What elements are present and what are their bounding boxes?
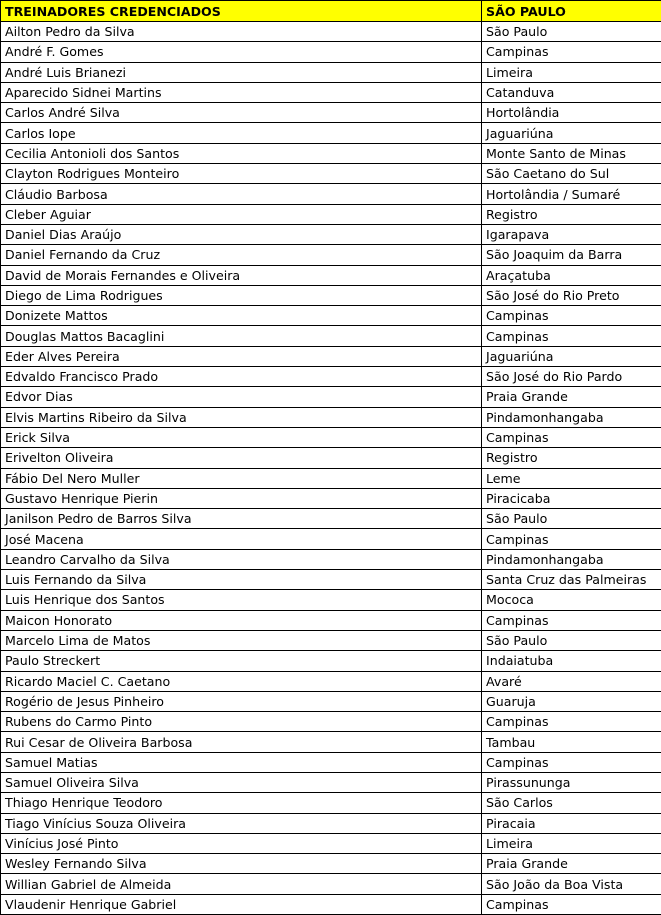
- city-cell: Piracaia: [482, 813, 661, 833]
- table-row: [1, 143, 661, 163]
- city-cell: Jaguariúna: [482, 123, 661, 143]
- city-cell: Piracicaba: [482, 488, 661, 508]
- trainer-name-cell: Willian Gabriel de Almeida: [1, 874, 482, 894]
- trainer-name-cell: Elvis Martins Ribeiro da Silva: [1, 407, 482, 427]
- trainer-name-cell: Thiago Henrique Teodoro: [1, 793, 482, 813]
- table-body: [1, 22, 661, 915]
- city-cell: Leme: [482, 468, 661, 488]
- table-row: [1, 367, 661, 387]
- city-cell: Pindamonhangaba: [482, 549, 661, 569]
- trainer-name-cell: Donizete Mattos: [1, 306, 482, 326]
- city-cell: Campinas: [482, 712, 661, 732]
- table-row: [1, 346, 661, 366]
- city-cell: São José do Rio Preto: [482, 285, 661, 305]
- trainer-name-cell: Luis Henrique dos Santos: [1, 590, 482, 610]
- trainer-name-cell: José Macena: [1, 529, 482, 549]
- trainer-name-cell: Gustavo Henrique Pierin: [1, 488, 482, 508]
- table-row: [1, 590, 661, 610]
- city-cell: Catanduva: [482, 82, 661, 102]
- table-row: [1, 448, 661, 468]
- table-row: [1, 793, 661, 813]
- trainer-name-cell: Carlos André Silva: [1, 103, 482, 123]
- city-cell: São Paulo: [482, 509, 661, 529]
- city-cell: Limeira: [482, 62, 661, 82]
- trainer-name-cell: Maicon Honorato: [1, 610, 482, 630]
- table-row: [1, 529, 661, 549]
- table-row: [1, 245, 661, 265]
- table-row: [1, 22, 661, 42]
- table-row: [1, 184, 661, 204]
- trainer-name-cell: Samuel Matias: [1, 752, 482, 772]
- table-row: [1, 712, 661, 732]
- city-cell: Igarapava: [482, 224, 661, 244]
- table-row: [1, 874, 661, 894]
- city-cell: Campinas: [482, 306, 661, 326]
- trainer-name-cell: Clayton Rodrigues Monteiro: [1, 164, 482, 184]
- city-cell: Campinas: [482, 894, 661, 914]
- city-cell: Campinas: [482, 42, 661, 62]
- table-row: [1, 549, 661, 569]
- trainer-name-cell: Paulo Streckert: [1, 651, 482, 671]
- table-row: [1, 103, 661, 123]
- city-cell: Hortolândia: [482, 103, 661, 123]
- city-cell: Indaiatuba: [482, 651, 661, 671]
- trainer-name-cell: André Luis Brianezi: [1, 62, 482, 82]
- table-row: [1, 468, 661, 488]
- table-row: [1, 306, 661, 326]
- city-cell: Campinas: [482, 326, 661, 346]
- table-row: [1, 833, 661, 853]
- city-cell: São Paulo: [482, 22, 661, 42]
- city-cell: São Paulo: [482, 630, 661, 650]
- trainer-name-cell: Carlos Iope: [1, 123, 482, 143]
- trainer-name-cell: Cleber Aguiar: [1, 204, 482, 224]
- table-row: [1, 488, 661, 508]
- table-row: [1, 813, 661, 833]
- table-row: [1, 224, 661, 244]
- table-row: [1, 671, 661, 691]
- city-cell: Campinas: [482, 610, 661, 630]
- trainer-name-cell: Janilson Pedro de Barros Silva: [1, 509, 482, 529]
- table-row: [1, 630, 661, 650]
- table-row: [1, 752, 661, 772]
- trainer-name-cell: Erivelton Oliveira: [1, 448, 482, 468]
- city-cell: Campinas: [482, 529, 661, 549]
- trainer-name-cell: Rui Cesar de Oliveira Barbosa: [1, 732, 482, 752]
- city-cell: São Joaquim da Barra: [482, 245, 661, 265]
- trainer-name-cell: Cecilia Antonioli dos Santos: [1, 143, 482, 163]
- table-header-row: [1, 1, 661, 22]
- table-row: [1, 82, 661, 102]
- city-cell: Registro: [482, 204, 661, 224]
- city-cell: Santa Cruz das Palmeiras: [482, 570, 661, 590]
- table-row: [1, 407, 661, 427]
- city-cell: Araçatuba: [482, 265, 661, 285]
- city-cell: Avaré: [482, 671, 661, 691]
- trainer-name-cell: Eder Alves Pereira: [1, 346, 482, 366]
- table-row: [1, 610, 661, 630]
- city-cell: Pirassununga: [482, 772, 661, 792]
- table-row: [1, 285, 661, 305]
- table-row: [1, 570, 661, 590]
- trainer-name-cell: Daniel Fernando da Cruz: [1, 245, 482, 265]
- trainer-name-cell: André F. Gomes: [1, 42, 482, 62]
- city-cell: São Caetano do Sul: [482, 164, 661, 184]
- trainer-name-cell: David de Morais Fernandes e Oliveira: [1, 265, 482, 285]
- city-cell: Guaruja: [482, 691, 661, 711]
- table-row: [1, 387, 661, 407]
- trainer-name-cell: Samuel Oliveira Silva: [1, 772, 482, 792]
- table-row: [1, 326, 661, 346]
- table-row: [1, 772, 661, 792]
- city-cell: Monte Santo de Minas: [482, 143, 661, 163]
- table-row: [1, 651, 661, 671]
- trainer-name-cell: Diego de Lima Rodrigues: [1, 285, 482, 305]
- city-cell: Praia Grande: [482, 854, 661, 874]
- city-cell: Pindamonhangaba: [482, 407, 661, 427]
- table-row: [1, 204, 661, 224]
- table-row: [1, 732, 661, 752]
- trainer-name-cell: Daniel Dias Araújo: [1, 224, 482, 244]
- city-cell: São Carlos: [482, 793, 661, 813]
- city-cell: Tambau: [482, 732, 661, 752]
- city-cell: Hortolândia / Sumaré: [482, 184, 661, 204]
- city-cell: São José do Rio Pardo: [482, 367, 661, 387]
- table-row: [1, 164, 661, 184]
- table-row: [1, 854, 661, 874]
- trainer-name-cell: Ailton Pedro da Silva: [1, 22, 482, 42]
- trainer-name-cell: Fábio Del Nero Muller: [1, 468, 482, 488]
- trainer-name-cell: Rogério de Jesus Pinheiro: [1, 691, 482, 711]
- trainer-name-cell: Cláudio Barbosa: [1, 184, 482, 204]
- table-row: [1, 691, 661, 711]
- city-cell: Campinas: [482, 427, 661, 447]
- city-cell: Limeira: [482, 833, 661, 853]
- city-cell: Campinas: [482, 752, 661, 772]
- table-row: [1, 509, 661, 529]
- trainer-name-cell: Luis Fernando da Silva: [1, 570, 482, 590]
- trainer-name-cell: Vinícius José Pinto: [1, 833, 482, 853]
- trainer-name-cell: Leandro Carvalho da Silva: [1, 549, 482, 569]
- table-row: [1, 42, 661, 62]
- trainer-name-cell: Douglas Mattos Bacaglini: [1, 326, 482, 346]
- header-state: SÃO PAULO: [482, 1, 661, 22]
- trainer-name-cell: Wesley Fernando Silva: [1, 854, 482, 874]
- trainer-name-cell: Edvaldo Francisco Prado: [1, 367, 482, 387]
- table-row: [1, 894, 661, 914]
- trainer-name-cell: Marcelo Lima de Matos: [1, 630, 482, 650]
- header-trainers: TREINADORES CREDENCIADOS: [1, 1, 482, 22]
- city-cell: Praia Grande: [482, 387, 661, 407]
- table-row: [1, 265, 661, 285]
- trainer-name-cell: Rubens do Carmo Pinto: [1, 712, 482, 732]
- trainer-name-cell: Erick Silva: [1, 427, 482, 447]
- city-cell: Registro: [482, 448, 661, 468]
- trainer-name-cell: Ricardo Maciel C. Caetano: [1, 671, 482, 691]
- table-row: [1, 62, 661, 82]
- trainer-name-cell: Vlaudenir Henrique Gabriel: [1, 894, 482, 914]
- city-cell: Jaguariúna: [482, 346, 661, 366]
- table-row: [1, 427, 661, 447]
- city-cell: Mococa: [482, 590, 661, 610]
- city-cell: São João da Boa Vista: [482, 874, 661, 894]
- trainer-name-cell: Aparecido Sidnei Martins: [1, 82, 482, 102]
- table-row: [1, 123, 661, 143]
- trainer-name-cell: Tiago Vinícius Souza Oliveira: [1, 813, 482, 833]
- trainer-name-cell: Edvor Dias: [1, 387, 482, 407]
